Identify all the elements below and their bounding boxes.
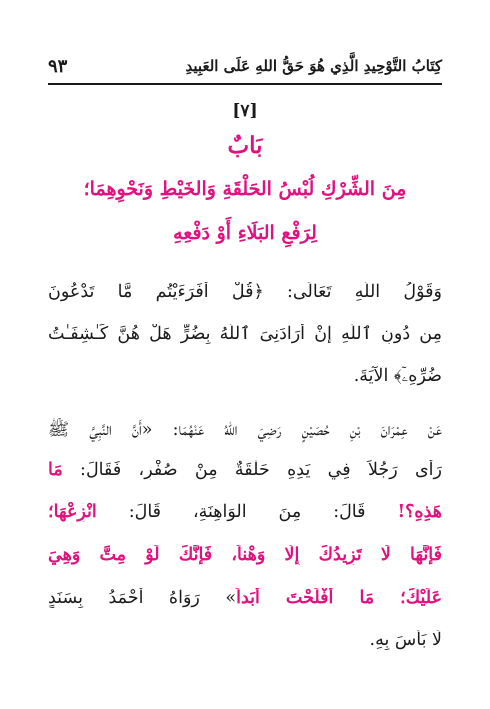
hadith-quote-highlight: انْزِعْهَا؛: [48, 502, 97, 522]
verse-line-3: ضُرِّهِۦٓ﴾ الآيَةَ.: [353, 366, 442, 386]
hadith-quote-highlight: مَا: [48, 460, 63, 480]
chapter-heading: بَابٌ: [227, 132, 263, 159]
hadith-line-5: [48, 588, 442, 608]
verse-line-2: مِن دُونِ ٱللَّهِ إِنْ أَرَادَنِىَ ٱللَّهُ بِضُرٍّ هَلْ هُنَّ كَـٰشِفَـٰتُ: [48, 324, 442, 344]
book-title: كِتَابُ التَّوْحِيدِ الَّذِي هُوَ حَقُّ اللهِ عَلَى العَبِيدِ: [185, 57, 442, 75]
hadith-quote-highlight: هَذِهِ؟!: [397, 502, 442, 522]
hadith-text: » رَوَاهُ أَحْمَدُ بِسَنَدٍ: [48, 588, 237, 608]
hadith-line-1: عَنْ عِمْرَانَ بْنِ حُصَيْنٍ رَضِيَ اللهُ عَنْهُمَا: «أَنَّ النَّبِيَّ ﷺ: [48, 420, 442, 440]
chapter-number: [٧]: [232, 101, 258, 121]
running-header: [48, 52, 442, 80]
verse-line-1: وَقَوْلُ اللَّهِ تَعَالَى: ﴿قُلْ أَفَرَءَيْتُم مَّا تَدْعُونَ: [48, 282, 442, 302]
chapter-title-line-1: مِنَ الشِّرْكِ لُبْسُ الحَلْقَةِ وَالخَيْطِ وَنَحْوِهِمَا؛: [83, 178, 407, 200]
hadith-line-3: [48, 502, 442, 522]
hadith-line-2: [48, 460, 442, 480]
hadith-text: قَالَ: مِنَ الوَاهِنَةِ، قَالَ:: [96, 502, 398, 522]
chapter-title-line-2: لِرَفْعِ البَلَاءِ أَوْ دَفْعِهِ: [173, 222, 317, 244]
hadith-line-4: فَإِنَّهَا لَا تَزِيدُكَ إِلَّا وَهْناً، فَإِنَّكَ لَوْ مِتَّ وَهِيَ: [48, 545, 442, 565]
hadith-line-6: لَا بَأْسَ بِهِ.: [369, 630, 442, 650]
page-number: ٩٣: [48, 55, 68, 77]
header-divider: [48, 83, 442, 85]
hadith-quote-highlight: عَلَيْكَ؛ مَا أَفْلَحْتَ أَبَداً: [236, 588, 442, 608]
hadith-text: رَأَى رَجُلاً فِي يَدِهِ حَلْقَةٌ مِنْ صُفْرٍ، فَقَالَ:: [62, 460, 442, 480]
